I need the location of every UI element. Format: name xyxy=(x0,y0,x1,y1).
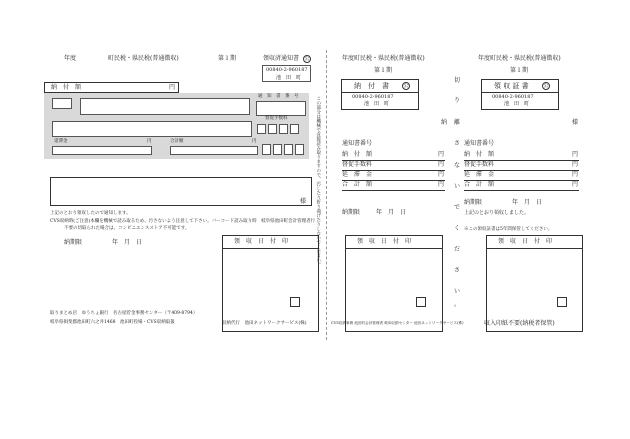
left-total-label: 合計額 xyxy=(170,139,184,144)
left-notice-no-box xyxy=(256,101,306,116)
middle-yen-1: 円 xyxy=(438,151,445,158)
right-row-3: 延 滞 金 xyxy=(464,171,495,178)
left-period: 第１期 xyxy=(218,55,237,62)
middle-title: 納 付 書 xyxy=(354,82,389,90)
divider xyxy=(346,248,442,249)
stamp-guide-mark xyxy=(290,297,300,307)
left-due-date: 年 月 日 xyxy=(112,239,143,246)
right-yen-1: 円 xyxy=(572,151,579,158)
ocr-cell xyxy=(290,124,299,134)
right-period: 第１期 xyxy=(510,67,529,74)
stamp-guide-mark xyxy=(416,297,426,307)
divider xyxy=(487,248,582,249)
middle-due-date: 年 月 日 xyxy=(376,209,407,216)
left-late-box xyxy=(52,146,152,155)
right-cvs-note: ※この領収証書は5年間保管してください。 xyxy=(464,227,553,232)
middle-receipt-date-label: 領 収 日 付 印 xyxy=(357,238,412,245)
vertical-notice: この部分は機械で直接読み取りますので、汚したり折り曲げたりしないでください。 xyxy=(315,96,321,267)
left-receipt-stamp-box xyxy=(222,235,319,332)
ocr-cell xyxy=(295,144,304,155)
left-amount-yen: 円 xyxy=(169,84,176,91)
right-yen-4: 円 xyxy=(572,181,579,188)
middle-period: 第１期 xyxy=(374,67,393,74)
cut-char: い xyxy=(454,288,461,295)
right-row-1: 納 付 額 xyxy=(464,151,495,158)
right-yen-3: 円 xyxy=(572,171,579,178)
row-line xyxy=(342,190,445,191)
cut-char: り xyxy=(454,97,461,104)
left-amount-label: 納 付 額 xyxy=(51,84,82,91)
middle-nou: 納 xyxy=(441,119,448,126)
ocr-cell xyxy=(279,124,288,134)
ocr-cell xyxy=(273,144,282,155)
ocr-cell xyxy=(284,144,293,155)
left-bank-line-1: 取りまとめ店 ゆうちょ銀行 名古屋貯金事務センター（〒409-8794） xyxy=(50,311,198,316)
cut-char: で xyxy=(454,204,461,211)
right-yen-2: 円 xyxy=(572,161,579,168)
left-notice-no-label: 通 知 書 番 号 xyxy=(258,94,299,99)
right-payee: 池 田 町 xyxy=(504,101,530,107)
right-receipt-note: 上記のとおり領収しました。 xyxy=(464,210,530,216)
divider xyxy=(482,92,558,93)
left-ocr-wide-box xyxy=(80,98,250,115)
cut-char: さ xyxy=(454,140,461,147)
perforation-line xyxy=(326,50,327,340)
left-note-3: 不要の切取られた場合は、コンビニエンスストア不可能です。 xyxy=(64,226,190,231)
right-header: 年度町民税・県民税(普通徴収) xyxy=(478,55,561,62)
middle-row-3: 延 滞 金 xyxy=(342,171,373,178)
ocr-cell xyxy=(268,124,277,134)
middle-due-label: 納期限 xyxy=(342,209,361,216)
divider xyxy=(342,92,418,93)
right-receipt-date-label: 領 収 日 付 印 xyxy=(498,238,553,245)
left-account-box xyxy=(262,65,311,82)
middle-row-4: 合 計 額 xyxy=(342,181,373,188)
left-amount-box xyxy=(44,82,179,93)
right-due-label: 納期限 xyxy=(464,199,483,206)
left-payee: 池 田 町 xyxy=(276,75,302,81)
right-stamp-note: 収入印紙不要(納税者保管) xyxy=(484,320,555,327)
cut-char: 切 xyxy=(454,77,461,84)
left-sama: 様 xyxy=(300,198,307,205)
middle-row-1: 納 付 額 xyxy=(342,151,373,158)
left-agent: 収納代行 池田ネットワークサービス(株) xyxy=(222,321,307,326)
right-row-0: 通知書番号 xyxy=(464,140,495,147)
cut-char: さ xyxy=(454,267,461,274)
cut-char: い xyxy=(454,183,461,190)
right-due-date: 年 月 日 xyxy=(512,199,543,206)
right-sama: 様 xyxy=(572,119,579,126)
left-address-box xyxy=(50,177,312,206)
cut-char: く xyxy=(454,225,461,232)
left-ocr-wide-box-2 xyxy=(52,121,252,137)
middle-receipt-stamp-box xyxy=(345,235,443,332)
ocr-cell xyxy=(262,144,271,155)
middle-agent: CVS収納事務 池田町会計管理者 岐阜収納センター 池田ネットワークサービス(株) xyxy=(331,321,464,325)
middle-account-no: 00840-2-960187 xyxy=(352,94,394,100)
left-note-2: CVS収納時(ご注意)本欄を機械で読み取るため、汚さないよう注意して下さい。バーコード読み取り時 岐阜県池田町会計管理者行 xyxy=(50,219,316,224)
left-reminder-fee-label: 督促手数料 xyxy=(265,116,288,121)
left-notice-label: 領収済通知書 xyxy=(263,55,300,62)
seal-icon: 公 xyxy=(304,56,310,62)
left-total-box xyxy=(170,146,258,155)
stamp-guide-mark xyxy=(557,297,567,307)
left-late-yen: 円 xyxy=(147,139,152,144)
middle-yen-4: 円 xyxy=(438,181,445,188)
left-bank-line-2: 岐阜県揖斐郡池田町六之井1468 池田町役場・CVS収納取扱 xyxy=(50,320,175,325)
middle-yen-3: 円 xyxy=(438,171,445,178)
cut-char: 。 xyxy=(454,301,461,308)
cut-char: 離 xyxy=(454,119,461,126)
left-account-no: 00840-2-960187 xyxy=(266,67,308,73)
left-late-label: 延滞金 xyxy=(54,139,68,144)
left-ocr-small-box xyxy=(52,98,72,109)
left-year: 年度 xyxy=(64,55,77,62)
divider xyxy=(223,248,318,249)
left-receipt-date-label: 領 収 日 付 印 xyxy=(234,238,289,245)
seal-icon: 公 xyxy=(403,83,409,89)
middle-row-0: 通知書番号 xyxy=(342,140,373,147)
middle-payee: 池 田 町 xyxy=(364,101,390,107)
left-due-label: 納期限 xyxy=(64,239,83,246)
row-line xyxy=(464,190,579,191)
right-row-2: 督促手数料 xyxy=(464,161,495,168)
seal-icon: 公 xyxy=(543,83,549,89)
middle-header: 年度町民税・県民税(普通徴収) xyxy=(342,55,425,62)
right-row-4: 合 計 額 xyxy=(464,181,495,188)
left-note-1: 上記のとおり領収したので通知します。 xyxy=(50,211,131,216)
right-account-no: 00840-2-960187 xyxy=(492,94,534,100)
right-receipt-stamp-box xyxy=(486,235,583,332)
middle-title-box xyxy=(341,79,419,110)
cut-char: な xyxy=(454,162,461,169)
middle-row-2: 督促手数料 xyxy=(342,161,373,168)
left-total-yen: 円 xyxy=(252,139,257,144)
ocr-cell xyxy=(257,124,266,134)
right-title: 領 収 証 書 xyxy=(494,82,529,90)
left-title: 町民税・県民税(普通徴収) xyxy=(108,55,179,62)
cut-char: だ xyxy=(454,246,461,253)
right-title-box xyxy=(481,79,559,110)
middle-yen-2: 円 xyxy=(438,161,445,168)
